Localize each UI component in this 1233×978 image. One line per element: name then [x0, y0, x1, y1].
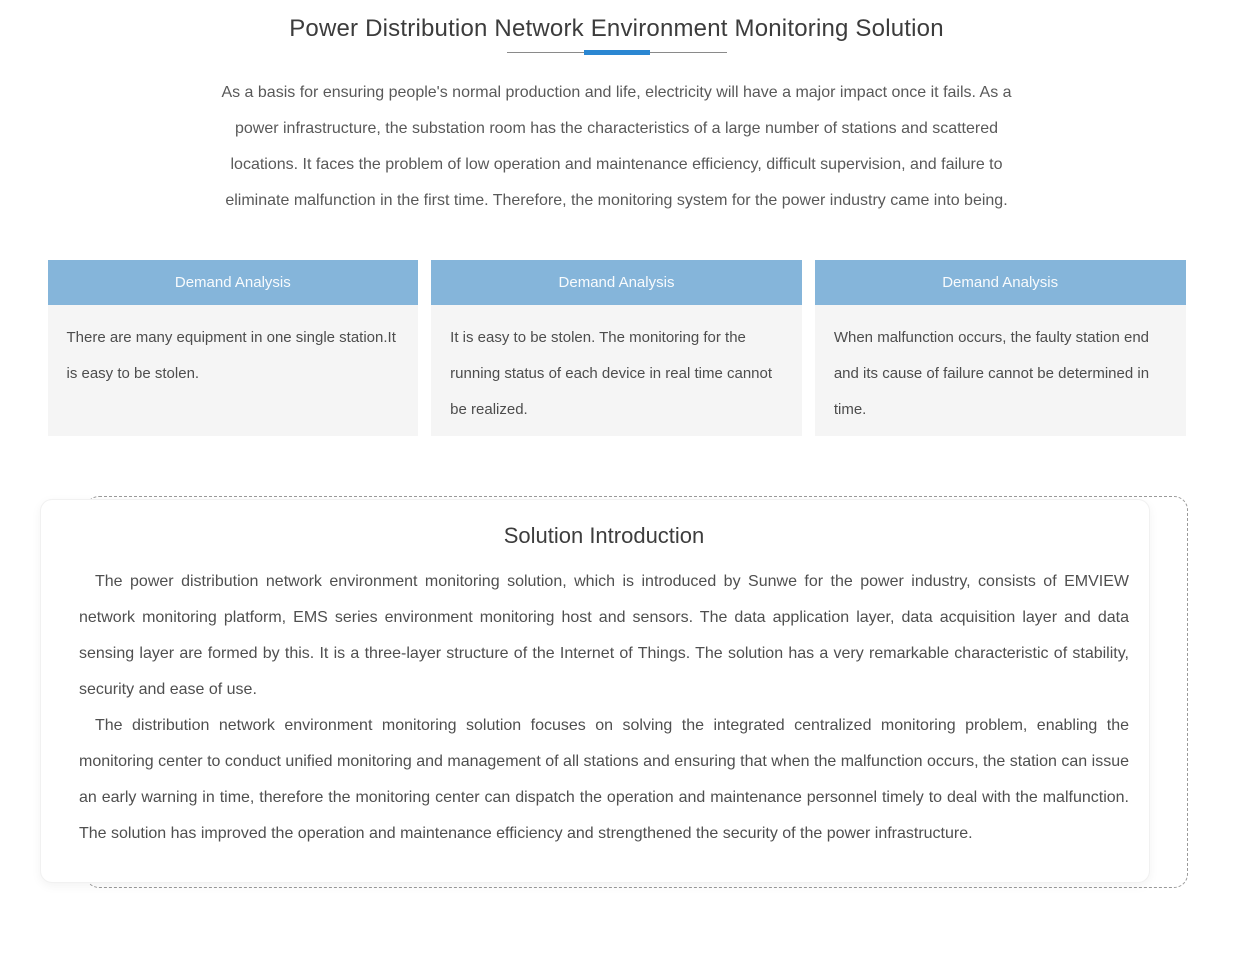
title-underline-accent — [584, 50, 650, 55]
title-underline — [507, 52, 727, 53]
demand-card-header: Demand Analysis — [431, 260, 802, 305]
solution-card — [40, 499, 1150, 883]
demand-card-header: Demand Analysis — [815, 260, 1186, 305]
demand-card-body: There are many equipment in one single station.It is easy to be stolen. — [48, 305, 419, 436]
solution-paragraph-1: The power distribution network environment monitoring solution, which is introduced by Sunwe for the power industry, consists of EMVIEW network monitoring platform, EMS series environment monitoring host and sensors. The data application layer, data acquisition layer and data sensing layer are formed by this. It is a three-layer structure of the Internet of Things. The solution has a very remarkable characteristic of stability, security and ease of use. — [79, 573, 1129, 698]
demand-card — [431, 260, 802, 436]
solution-heading: Solution Introduction — [503, 523, 705, 548]
demand-card — [48, 260, 419, 436]
page-title: Power Distribution Network Environment Monitoring Solution — [289, 15, 944, 42]
demand-card-body: It is easy to be stolen. The monitoring for the running status of each device in real time cannot be realized. — [431, 305, 802, 436]
solution-paragraph-2: The distribution network environment monitoring solution focuses on solving the integrated centralized monitoring problem, enabling the monitoring center to conduct unified monitoring and management of all stations and ensuring that when the malfunction occurs, the station can issue an early warning in time, therefore the monitoring center can dispatch the operation and maintenance personnel timely to deal with the malfunction. The solution has improved the operation and maintenance efficiency and strengthened the security of the power infrastructure. — [79, 717, 1129, 842]
intro-paragraph: As a basis for ensuring people's normal production and life, electricity will have a major impact once it fails. As a power infrastructure, the substation room has the characteristics of a large number of stations and scattered locations. It faces the problem of low operation and maintenance efficiency, difficult supervision, and failure to eliminate malfunction in the first time. Therefore, the monitoring system for the power industry came into being. — [221, 84, 1012, 209]
demand-card-body: When malfunction occurs, the faulty station end and its cause of failure cannot be determined in time. — [815, 305, 1186, 436]
demand-card-header: Demand Analysis — [48, 260, 419, 305]
demand-cards-row — [48, 260, 1186, 436]
demand-card — [815, 260, 1186, 436]
solution-section — [40, 499, 1150, 883]
